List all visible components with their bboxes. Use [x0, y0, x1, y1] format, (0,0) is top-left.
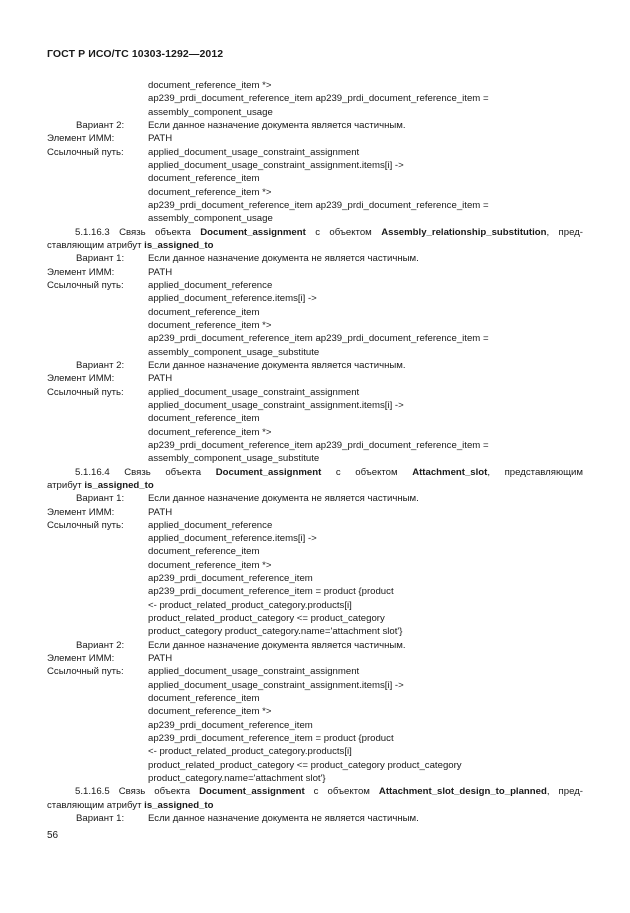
continuation-line [0, 199, 630, 212]
definition-row [0, 506, 630, 519]
paragraph-text [47, 239, 583, 252]
row-value: applied_document_reference.items[i] -> [148, 293, 317, 305]
row-value: assembly_component_usage_substitute [148, 453, 320, 465]
text-run: с объектом [321, 466, 413, 478]
paragraph-line [0, 479, 630, 492]
paragraph-text [47, 799, 583, 812]
text-run: с объектом [304, 786, 379, 798]
row-value: document_reference_item [148, 306, 260, 318]
row-value: applied_document_usage_constraint_assignment.items[i] -> [148, 159, 404, 171]
row-value: applied_document_usage_constraint_assignment [148, 146, 360, 158]
row-value: document_reference_item [148, 546, 260, 558]
row-label: Вариант 2: [76, 639, 125, 651]
bold-term: Assembly_relationship_substitution [381, 226, 547, 238]
continuation-line [0, 292, 630, 305]
definition-row [0, 266, 630, 279]
continuation-line [0, 692, 630, 705]
text-run: , пред- [546, 786, 583, 798]
bold-term: is_assigned_to [144, 799, 214, 811]
text-run: ставляющим атрибут [47, 799, 145, 811]
definition-row [0, 359, 630, 372]
bold-term: is_assigned_to [84, 479, 154, 491]
continuation-line [0, 172, 630, 185]
row-value: Если данное назначение документа не является частичным. [148, 813, 419, 825]
continuation-line [0, 612, 630, 625]
row-value: ap239_prdi_document_reference_item = product {product [148, 586, 394, 598]
continuation-line [0, 159, 630, 172]
row-value: applied_document_usage_constraint_assignment.items[i] -> [148, 679, 404, 691]
row-value: document_reference_item *> [148, 80, 272, 91]
row-label: Ссылочный путь: [47, 146, 124, 158]
definition-row [0, 386, 630, 399]
row-label: Ссылочный путь: [47, 279, 124, 291]
row-value: applied_document_usage_constraint_assignment.items[i] -> [148, 399, 404, 411]
continuation-line [0, 625, 630, 638]
row-value: Если данное назначение документа является частичным. [148, 119, 406, 131]
text-run: атрибут [47, 479, 85, 491]
continuation-line [0, 545, 630, 558]
continuation-line [0, 719, 630, 732]
paragraph-text [47, 466, 583, 479]
row-value: PATH [148, 373, 173, 385]
row-value: applied_document_reference [148, 279, 273, 291]
continuation-line [0, 585, 630, 598]
row-value: Если данное назначение документа не является частичным. [148, 253, 419, 265]
continuation-line [0, 705, 630, 718]
continuation-line [0, 572, 630, 585]
row-value: applied_document_reference.items[i] -> [148, 533, 317, 545]
row-value: Если данное назначение документа является частичным. [148, 359, 406, 371]
row-value: document_reference_item *> [148, 186, 272, 198]
continuation-line [0, 772, 630, 785]
continuation-line [0, 732, 630, 745]
definition-row [0, 492, 630, 505]
continuation-line [0, 745, 630, 758]
definition-row [0, 812, 630, 825]
row-label: Элемент ИММ: [47, 373, 115, 385]
paragraph-line [0, 239, 630, 252]
row-value: PATH [148, 506, 173, 518]
bold-term: Attachment_slot [412, 466, 488, 478]
row-value: document_reference_item [148, 413, 260, 425]
row-value: applied_document_usage_constraint_assignment [148, 666, 360, 678]
continuation-line [0, 332, 630, 345]
continuation-line [0, 452, 630, 465]
paragraph-line [0, 226, 630, 239]
row-value: ap239_prdi_document_reference_item ap239_prdi_document_reference_item = [148, 199, 489, 211]
continuation-line [0, 79, 630, 92]
definition-row [0, 279, 630, 292]
definition-row [0, 372, 630, 385]
row-value: document_reference_item *> [148, 706, 272, 718]
row-value: ap239_prdi_document_reference_item = product {product [148, 733, 394, 745]
row-value: <- product_related_product_category.products[i] [148, 599, 352, 611]
paragraph-line [0, 785, 630, 798]
paragraph-text [47, 226, 583, 239]
row-label: Элемент ИММ: [47, 266, 115, 278]
row-value: assembly_component_usage [148, 213, 273, 225]
definition-row [0, 639, 630, 652]
page-number: 56 [47, 830, 59, 841]
text-run: , пред- [546, 226, 583, 238]
row-value: ap239_prdi_document_reference_item ap239_prdi_document_reference_item = [148, 333, 489, 345]
text-run: с объектом [305, 226, 382, 238]
bold-term: Document_assignment [199, 786, 305, 798]
definition-row [0, 519, 630, 532]
text-run: 5.1.16.4 Связь объекта [75, 466, 216, 478]
row-value: document_reference_item *> [148, 426, 272, 438]
continuation-line [0, 559, 630, 572]
row-label: Вариант 2: [76, 119, 125, 131]
row-value: Если данное назначение документа не является частичным. [148, 493, 419, 505]
continuation-line [0, 212, 630, 225]
row-value: ap239_prdi_document_reference_item ap239_prdi_document_reference_item = [148, 439, 489, 451]
row-label: Вариант 1: [76, 253, 125, 265]
row-value: ap239_prdi_document_reference_item [148, 719, 313, 731]
definition-row [0, 252, 630, 265]
definition-row [0, 132, 630, 145]
text-run: 5.1.16.3 Связь объекта [75, 226, 201, 238]
row-value: product_related_product_category <= product_category [148, 613, 385, 625]
paragraph-line [0, 799, 630, 812]
definition-row [0, 652, 630, 665]
bold-term: Document_assignment [200, 226, 306, 238]
row-label: Ссылочный путь: [47, 666, 124, 678]
row-value: <- product_related_product_category.products[i] [148, 746, 352, 758]
text-run: , представляющим [487, 466, 583, 478]
document-body [0, 79, 630, 825]
row-value: document_reference_item [148, 693, 260, 705]
row-value: PATH [148, 133, 173, 145]
continuation-line [0, 346, 630, 359]
continuation-line [0, 759, 630, 772]
continuation-line [0, 306, 630, 319]
row-value: product_related_product_category <= product_category product_category [148, 759, 462, 771]
row-label: Элемент ИММ: [47, 653, 115, 665]
bold-term: is_assigned_to [144, 239, 214, 251]
definition-row [0, 119, 630, 132]
bold-term: Attachment_slot_design_to_planned [378, 786, 547, 798]
paragraph-text [47, 479, 583, 492]
text-run: ставляющим атрибут [47, 239, 145, 251]
row-value: applied_document_usage_constraint_assignment [148, 386, 360, 398]
row-value: applied_document_reference [148, 519, 273, 531]
row-value: document_reference_item *> [148, 319, 272, 331]
row-label: Вариант 1: [76, 493, 125, 505]
continuation-line [0, 186, 630, 199]
row-label: Элемент ИММ: [47, 506, 115, 518]
definition-row [0, 665, 630, 678]
row-value: document_reference_item *> [148, 559, 272, 571]
continuation-line [0, 92, 630, 105]
row-value: PATH [148, 266, 173, 278]
continuation-line [0, 412, 630, 425]
row-value: PATH [148, 653, 173, 665]
continuation-line [0, 532, 630, 545]
row-value: product_category.name='attachment slot'} [148, 773, 326, 785]
row-value: ap239_prdi_document_reference_item [148, 573, 313, 585]
row-label: Элемент ИММ: [47, 133, 115, 145]
row-value: ap239_prdi_document_reference_item ap239_prdi_document_reference_item = [148, 93, 489, 105]
paragraph-text [47, 785, 583, 798]
continuation-line [0, 106, 630, 119]
continuation-line [0, 679, 630, 692]
row-value: Если данное назначение документа является частичным. [148, 639, 406, 651]
document-header: ГОСТ Р ИСО/ТС 10303-1292—2012 [47, 48, 224, 60]
definition-row [0, 146, 630, 159]
continuation-line [0, 399, 630, 412]
bold-term: Document_assignment [215, 466, 322, 478]
continuation-line [0, 599, 630, 612]
row-label: Вариант 2: [76, 359, 125, 371]
row-label: Вариант 1: [76, 813, 125, 825]
paragraph-line [0, 466, 630, 479]
row-value: assembly_component_usage [148, 106, 273, 118]
row-label: Ссылочный путь: [47, 519, 124, 531]
row-label: Ссылочный путь: [47, 386, 124, 398]
row-value: document_reference_item [148, 173, 260, 185]
continuation-line [0, 319, 630, 332]
row-value: product_category product_category.name='attachment slot'} [148, 626, 403, 638]
continuation-line [0, 439, 630, 452]
continuation-line [0, 426, 630, 439]
text-run: 5.1.16.5 Связь объекта [75, 786, 200, 798]
row-value: assembly_component_usage_substitute [148, 346, 320, 358]
